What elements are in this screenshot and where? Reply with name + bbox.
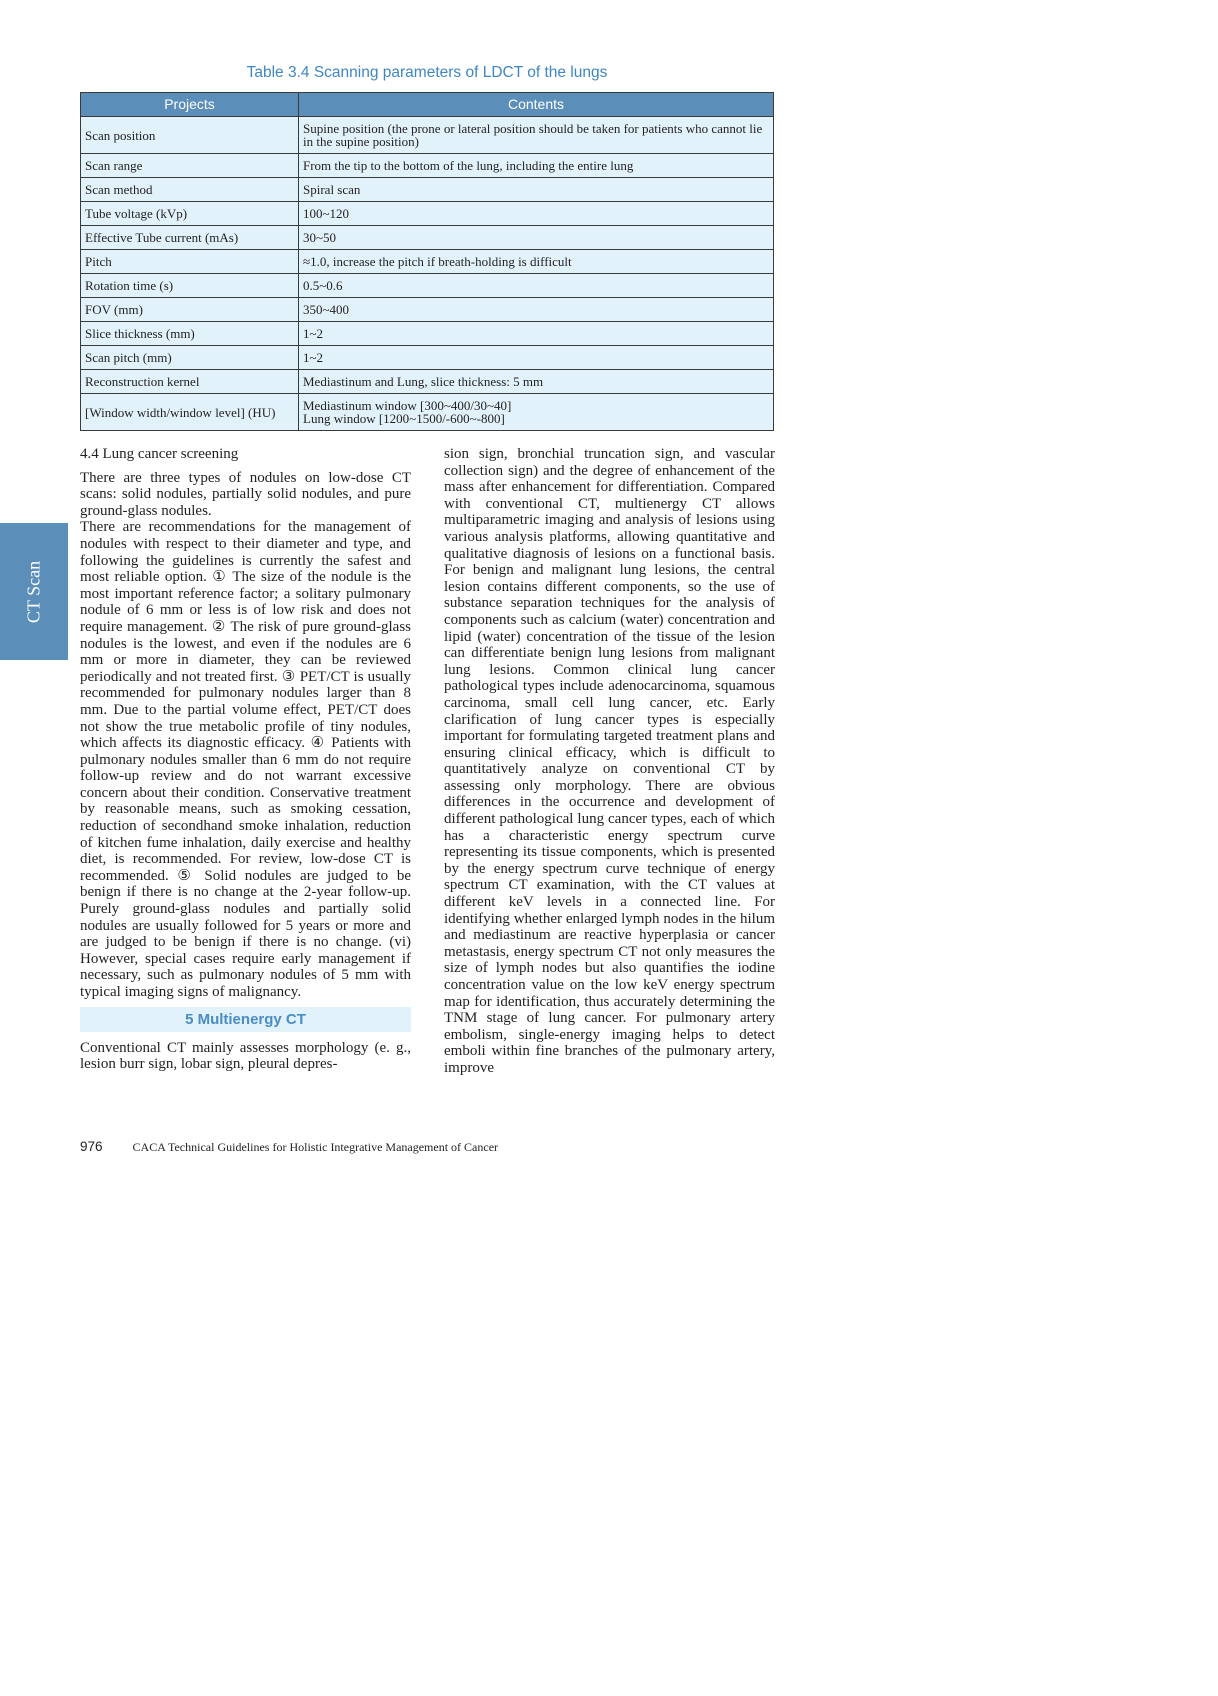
cell-content: Spiral scan — [299, 178, 774, 202]
table-caption: Table 3.4 Scanning parameters of LDCT of the lungs — [246, 64, 608, 81]
cell-content-line: Lung window [1200~1500/-600~-800] — [303, 411, 505, 426]
cell-project: FOV (mm) — [81, 298, 299, 322]
running-title: CACA Technical Guidelines for Holistic Integrative Management of Cancer — [132, 1140, 499, 1154]
table-row — [81, 274, 774, 298]
table-row — [81, 346, 774, 370]
table-row — [81, 178, 774, 202]
paragraph: Conventional CT mainly assesses morphology (e. g., lesion burr sign, lobar sign, pleural depres- — [80, 1039, 411, 1073]
cell-project: Scan pitch (mm) — [81, 346, 299, 370]
cell-project: Pitch — [81, 250, 299, 274]
header-contents: Contents — [299, 93, 774, 117]
cell-content-line: Mediastinum window [300~400/30~40] — [303, 398, 512, 413]
cell-project: [Window width/window level] (HU) — [81, 394, 299, 431]
cell-content: 0.5~0.6 — [299, 274, 774, 298]
cell-project: Scan position — [81, 117, 299, 154]
cell-project: Scan method — [81, 178, 299, 202]
paragraph: There are three types of nodules on low-dose CT scans: solid nodules, partially solid nodules, and pure ground-glass nodules. — [80, 469, 411, 519]
page-footer — [80, 1139, 498, 1155]
cell-project: Effective Tube current (mAs) — [81, 226, 299, 250]
header-projects: Projects — [81, 93, 299, 117]
scan-parameters-table — [80, 92, 774, 431]
table-row — [81, 117, 774, 154]
section-heading: 5 Multienergy CT — [80, 1007, 411, 1032]
cell-project: Reconstruction kernel — [81, 370, 299, 394]
cell-content: 1~2 — [299, 322, 774, 346]
side-tab-label: CT Scan — [23, 560, 44, 623]
section-side-tab — [0, 523, 68, 660]
cell-content: 350~400 — [299, 298, 774, 322]
table-row — [81, 370, 774, 394]
cell-project: Scan range — [81, 154, 299, 178]
cell-project: Rotation time (s) — [81, 274, 299, 298]
cell-content: 100~120 — [299, 202, 774, 226]
cell-content: 30~50 — [299, 226, 774, 250]
cell-content: Supine position (the prone or lateral position should be taken for patients who cannot lie in the supine position) — [299, 117, 774, 154]
table-row — [81, 322, 774, 346]
table-row — [81, 226, 774, 250]
cell-content — [299, 394, 774, 431]
cell-content: 1~2 — [299, 346, 774, 370]
cell-content: ≈1.0, increase the pitch if breath-holding is difficult — [299, 250, 774, 274]
left-text-column — [80, 446, 411, 1073]
cell-project: Tube voltage (kVp) — [81, 202, 299, 226]
subsection-heading: 4.4 Lung cancer screening — [80, 446, 239, 462]
table-row — [81, 154, 774, 178]
table-header-row — [81, 93, 774, 117]
table-row — [81, 250, 774, 274]
right-text-column — [444, 446, 775, 1077]
table-row — [81, 394, 774, 431]
page-number: 976 — [80, 1139, 103, 1154]
table-row — [81, 298, 774, 322]
cell-content: Mediastinum and Lung, slice thickness: 5 mm — [299, 370, 774, 394]
cell-project: Slice thickness (mm) — [81, 322, 299, 346]
paragraph: sion sign, bronchial truncation sign, and vascular collection sign) and the degree of enhancement of the mass after enhancement for differentiation. Compared with conventional CT, multienergy CT allows multiparametric imaging and analysis of lesions using various analysis platforms, allowing quantitative and qualitative diagnosis of lesions on a functional basis. For benign and malignant lung lesions, the central lesion contains different components, so the use of substance separation techniques for the analysis of components such as calcium (water) concentration and lipid (water) concentration of the tissue of the lesion can differentiate benign lung lesions from malignant lung lesions. Common clinical lung cancer pathological types include adenocarcinoma, squamous carcinoma, small cell lung cancer, etc. Early clarification of lung cancer types is especially important for formulating targeted treatment plans and ensuring clinical efficacy, which is difficult to quantitatively analyze on conventional CT by assessing only morphology. There are obvious differences in the occurrence and development of different pathological lung cancer types, each of which has a characteristic energy spectrum curve representing its tissue components, which is presented by the energy spectrum curve technique of energy spectrum CT examination, with the CT values at different keV levels in a connected line. For identifying whether enlarged lymph nodes in the hilum and mediastinum are reactive hyperplasia or cancer metastasis, energy spectrum CT not only measures the size of lymph nodes but also quantifies the iodine concentration value on the low keV energy spectrum map for identification, thus accurately determining the TNM stage of lung cancer. For pulmonary artery embolism, single-energy imaging helps to detect emboli within fine branches of the pulmonary artery, improve — [444, 446, 775, 1076]
cell-content: From the tip to the bottom of the lung, including the entire lung — [299, 154, 774, 178]
paragraph: There are recommendations for the management of nodules with respect to their diameter and type, and following the guidelines is currently the safest and most reliable option. ① The size of the nodule is the most important reference factor; a solitary pulmonary nodule of 6 mm or less is of low risk and does not require management. ② The risk of pure ground-glass nodules is the lowest, and even if the nodules are 6 mm or more in diameter, they can be reviewed periodically and not treated first. ③ PET/CT is usually recommended for pulmonary nodules larger than 8 mm. Due to the partial volume effect, PET/CT does not show the true metabolic profile of tiny nodules, which affects its diagnostic efficacy. ④ Patients with pulmonary nodules smaller than 6 mm do not require follow-up review and do not warrant excessive concern about their condition. Conservative treatment by reasonable means, such as smoking cessation, reduction of secondhand smoke inhalation, reduction of kitchen fume inhalation, daily exercise and healthy diet, is recommended. For review, low-dose CT is recommended. ⑤ Solid nodules are judged to be benign if there is no change at the 2-year follow-up. Purely ground-glass nodules and partially solid nodules are usually followed for 5 years or more and are judged to be benign if there is no change. (vi) However, special cases require early management if necessary, such as pulmonary nodules of 5 mm with typical imaging signs of malignancy. — [80, 519, 411, 1000]
table-row — [81, 202, 774, 226]
